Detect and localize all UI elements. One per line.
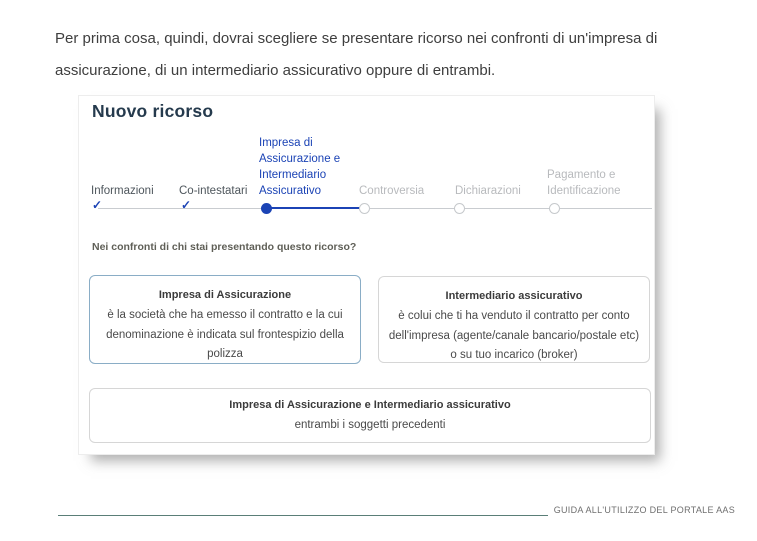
- stepper-track-active-segment: [266, 207, 365, 209]
- step-informazioni[interactable]: Informazioni: [91, 185, 154, 197]
- option-card-description: è colui che ti ha venduto il contratto per conto dell'impresa (agente/canale bancario/postale etc) o su tuo incarico (broker): [388, 310, 640, 362]
- step-co-intestatari[interactable]: Co-intestatari: [179, 185, 248, 197]
- footer-divider: [58, 515, 548, 516]
- check-icon: ✓: [92, 198, 103, 212]
- option-card-entrambi[interactable]: [89, 388, 651, 443]
- question-label: Nei confronti di chi stai presentando questo ricorso?: [92, 241, 357, 253]
- step-controversia: Controversia: [359, 185, 425, 197]
- step-impresa-intermediario[interactable]: Impresa di Assicurazione e Intermediario Assicurativo: [259, 137, 341, 197]
- wizard-stepper: [79, 96, 654, 226]
- guida-portale-link[interactable]: GUIDA ALL'UTILIZZO DEL PORTALE AAS: [553, 505, 735, 515]
- option-card-impresa-di-assicurazione[interactable]: [89, 275, 361, 364]
- check-icon: ✓: [181, 198, 192, 212]
- option-card-intermediario-assicurativo[interactable]: [378, 276, 650, 363]
- option-card-description: è la società che ha emesso il contratto e la cui denominazione è indicata sul frontespizio della polizza: [106, 309, 344, 361]
- active-step-dot-icon: [261, 203, 272, 214]
- step-circle-icon: [549, 203, 560, 214]
- option-card-title: Intermediario assicurativo: [445, 290, 583, 302]
- nuovo-ricorso-panel: [78, 95, 655, 455]
- step-circle-icon: [454, 203, 465, 214]
- intro-text: Per prima cosa, quindi, dovrai scegliere se presentare ricorso nei confronti di un'impresa di assicurazione, di un intermediario assicurativo oppure di entrambi.: [55, 30, 658, 79]
- step-pagamento-identificazione: Pagamento e Identificazione: [547, 169, 621, 197]
- panel-title: Nuovo ricorso: [92, 101, 214, 121]
- step-circle-icon: [359, 203, 370, 214]
- option-card-title: Impresa di Assicurazione: [158, 289, 292, 301]
- option-card-description: entrambi i soggetti precedenti: [294, 419, 446, 431]
- step-dichiarazioni: Dichiarazioni: [455, 185, 521, 197]
- option-card-title: Impresa di Assicurazione e Intermediario assicurativo: [229, 399, 511, 411]
